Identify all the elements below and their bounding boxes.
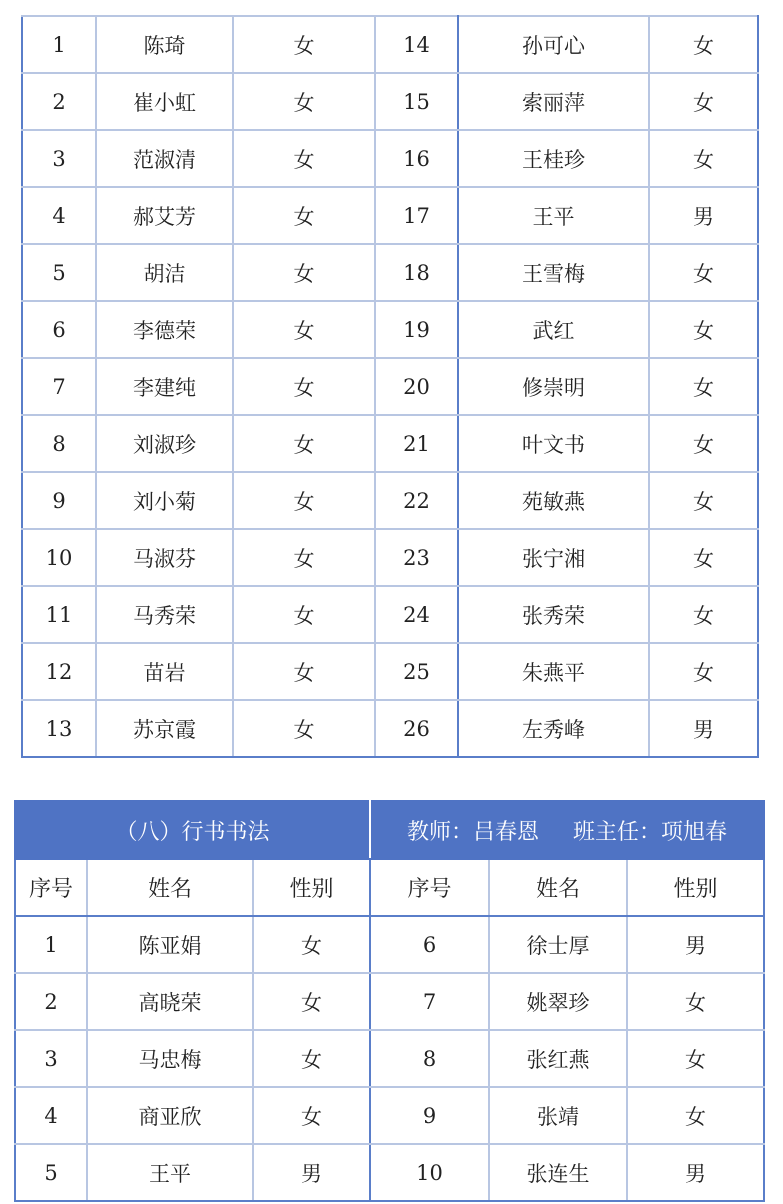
- cell-gender: 女: [627, 1087, 764, 1144]
- cell-name: 陈琦: [96, 16, 233, 73]
- cell-gender: 男: [253, 1144, 370, 1201]
- cell-name: 王平: [87, 1144, 253, 1201]
- cell-index: 21: [375, 415, 458, 472]
- cell-index: 25: [375, 643, 458, 700]
- col-header-name: 姓名: [87, 859, 253, 916]
- cell-gender: 女: [649, 301, 758, 358]
- cell-index: 14: [375, 16, 458, 73]
- cell-name: 张宁湘: [458, 529, 649, 586]
- cell-name: 王平: [458, 187, 649, 244]
- staff-info: [370, 801, 764, 859]
- cell-index: 8: [370, 1030, 489, 1087]
- table-row: [15, 1144, 764, 1201]
- cell-index: 1: [22, 16, 96, 73]
- table-row: [22, 700, 758, 757]
- cell-gender: 女: [233, 244, 375, 301]
- table-row: [22, 358, 758, 415]
- cell-index: 5: [22, 244, 96, 301]
- cell-gender: 女: [649, 586, 758, 643]
- cell-name: 胡洁: [96, 244, 233, 301]
- cell-name: 姚翠珍: [489, 973, 627, 1030]
- cell-gender: 女: [233, 472, 375, 529]
- cell-index: 8: [22, 415, 96, 472]
- cell-name: 刘小菊: [96, 472, 233, 529]
- cell-index: 11: [22, 586, 96, 643]
- cell-gender: 女: [253, 1030, 370, 1087]
- cell-index: 2: [15, 973, 87, 1030]
- cell-gender: 女: [649, 358, 758, 415]
- cell-index: 26: [375, 700, 458, 757]
- cell-name: 孙可心: [458, 16, 649, 73]
- cell-gender: 女: [253, 1087, 370, 1144]
- cell-name: 武红: [458, 301, 649, 358]
- cell-index: 13: [22, 700, 96, 757]
- cell-index: 9: [22, 472, 96, 529]
- cell-index: 16: [375, 130, 458, 187]
- cell-gender: 男: [627, 1144, 764, 1201]
- table-row: [22, 187, 758, 244]
- roster-table-1: [21, 15, 759, 758]
- cell-gender: 女: [649, 16, 758, 73]
- cell-gender: 男: [649, 700, 758, 757]
- cell-name: 郝艾芳: [96, 187, 233, 244]
- column-header-row: [15, 859, 764, 916]
- cell-gender: 女: [233, 358, 375, 415]
- table-row: [15, 1030, 764, 1087]
- cell-index: 3: [22, 130, 96, 187]
- cell-gender: 女: [253, 973, 370, 1030]
- cell-gender: 女: [233, 73, 375, 130]
- cell-gender: 女: [233, 529, 375, 586]
- cell-name: 叶文书: [458, 415, 649, 472]
- table-row: [22, 472, 758, 529]
- cell-name: 刘淑珍: [96, 415, 233, 472]
- cell-name: 张秀荣: [458, 586, 649, 643]
- cell-gender: 女: [649, 415, 758, 472]
- cell-gender: 女: [233, 643, 375, 700]
- cell-gender: 女: [649, 73, 758, 130]
- table-row: [15, 916, 764, 973]
- cell-name: 左秀峰: [458, 700, 649, 757]
- cell-name: 苏京霞: [96, 700, 233, 757]
- cell-name: 张红燕: [489, 1030, 627, 1087]
- cell-index: 10: [22, 529, 96, 586]
- cell-index: 20: [375, 358, 458, 415]
- cell-index: 6: [370, 916, 489, 973]
- table-row: [22, 130, 758, 187]
- cell-name: 苑敏燕: [458, 472, 649, 529]
- cell-index: 17: [375, 187, 458, 244]
- section-title-row: [15, 801, 764, 859]
- cell-gender: 男: [627, 916, 764, 973]
- cell-name: 王雪梅: [458, 244, 649, 301]
- cell-index: 7: [22, 358, 96, 415]
- teacher-name: 教师：吕春恩: [406, 819, 539, 845]
- table-row: [22, 301, 758, 358]
- cell-name: 马忠梅: [87, 1030, 253, 1087]
- cell-gender: 女: [649, 244, 758, 301]
- table-row: [22, 529, 758, 586]
- table-row: [22, 586, 758, 643]
- cell-name: 范淑清: [96, 130, 233, 187]
- head-teacher-name: 班主任：项旭春: [573, 819, 728, 845]
- cell-gender: 女: [233, 700, 375, 757]
- table-row: [22, 244, 758, 301]
- cell-name: 张靖: [489, 1087, 627, 1144]
- cell-index: 5: [15, 1144, 87, 1201]
- cell-index: 24: [375, 586, 458, 643]
- table-row: [22, 73, 758, 130]
- cell-name: 陈亚娟: [87, 916, 253, 973]
- cell-name: 苗岩: [96, 643, 233, 700]
- cell-index: 22: [375, 472, 458, 529]
- cell-gender: 女: [627, 973, 764, 1030]
- cell-index: 1: [15, 916, 87, 973]
- cell-index: 10: [370, 1144, 489, 1201]
- cell-name: 索丽萍: [458, 73, 649, 130]
- cell-index: 19: [375, 301, 458, 358]
- cell-name: 修崇明: [458, 358, 649, 415]
- cell-gender: 女: [233, 16, 375, 73]
- cell-gender: 女: [233, 586, 375, 643]
- cell-gender: 女: [627, 1030, 764, 1087]
- cell-name: 徐士厚: [489, 916, 627, 973]
- cell-gender: 女: [233, 130, 375, 187]
- cell-index: 4: [15, 1087, 87, 1144]
- cell-gender: 女: [253, 916, 370, 973]
- cell-name: 马秀荣: [96, 586, 233, 643]
- cell-name: 崔小虹: [96, 73, 233, 130]
- cell-name: 李德荣: [96, 301, 233, 358]
- cell-index: 7: [370, 973, 489, 1030]
- cell-gender: 女: [649, 472, 758, 529]
- cell-index: 6: [22, 301, 96, 358]
- col-header-gender: 性别: [627, 859, 764, 916]
- cell-gender: 女: [233, 187, 375, 244]
- cell-index: 4: [22, 187, 96, 244]
- section-title: （八）行书书法: [15, 801, 370, 859]
- cell-gender: 女: [233, 415, 375, 472]
- cell-name: 朱燕平: [458, 643, 649, 700]
- cell-gender: 男: [649, 187, 758, 244]
- cell-name: 马淑芬: [96, 529, 233, 586]
- col-header-index: 序号: [15, 859, 87, 916]
- cell-name: 王桂珍: [458, 130, 649, 187]
- cell-name: 李建纯: [96, 358, 233, 415]
- col-header-name: 姓名: [489, 859, 627, 916]
- cell-index: 12: [22, 643, 96, 700]
- cell-name: 张连生: [489, 1144, 627, 1201]
- cell-index: 9: [370, 1087, 489, 1144]
- table-row: [22, 643, 758, 700]
- cell-gender: 女: [649, 529, 758, 586]
- cell-index: 15: [375, 73, 458, 130]
- table-row: [15, 1087, 764, 1144]
- cell-index: 18: [375, 244, 458, 301]
- cell-gender: 女: [649, 130, 758, 187]
- table-row: [15, 973, 764, 1030]
- cell-index: 2: [22, 73, 96, 130]
- cell-name: 高晓荣: [87, 973, 253, 1030]
- table-row: [22, 16, 758, 73]
- cell-gender: 女: [649, 643, 758, 700]
- roster-table-2: [14, 800, 765, 1202]
- col-header-index: 序号: [370, 859, 489, 916]
- table-row: [22, 415, 758, 472]
- cell-index: 23: [375, 529, 458, 586]
- cell-gender: 女: [233, 301, 375, 358]
- cell-index: 3: [15, 1030, 87, 1087]
- col-header-gender: 性别: [253, 859, 370, 916]
- cell-name: 商亚欣: [87, 1087, 253, 1144]
